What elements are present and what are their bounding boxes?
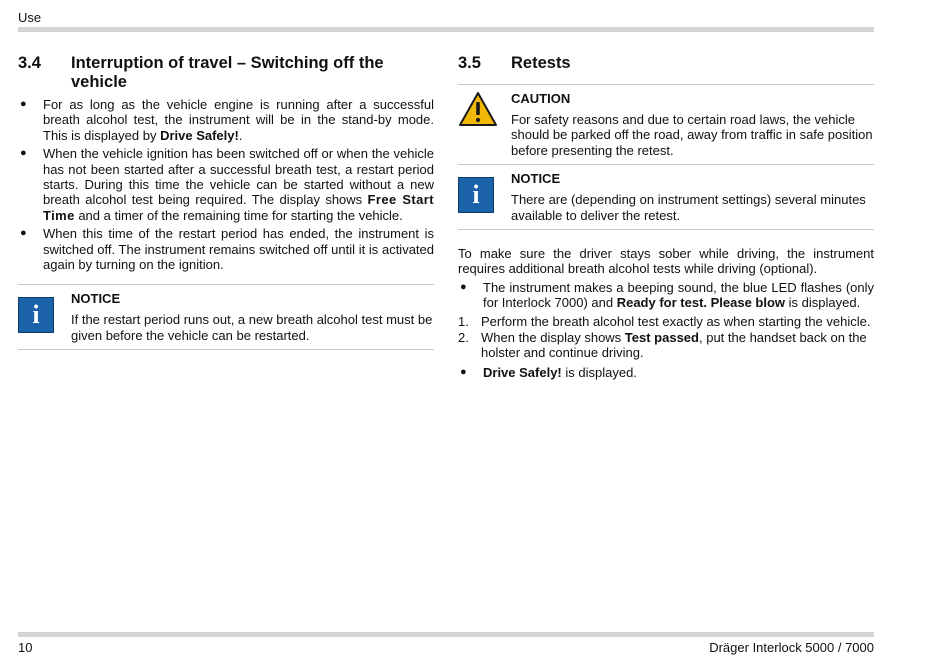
list-item: ● When this time of the restart period has ended, the instrument is switched off. The instrument remains switched off until it is activated again by turning on the ignition. (20, 226, 434, 273)
section-number: 3.5 (458, 54, 481, 72)
section-number: 3.4 (18, 54, 41, 72)
notice-box (458, 164, 874, 230)
section-heading-3-5 (458, 54, 874, 73)
notice-title: NOTICE (511, 171, 561, 187)
product-name: Dräger Interlock 5000 / 7000 (709, 640, 874, 655)
caution-box (458, 84, 874, 164)
notice-text: If the restart period runs out, a new breath alcohol test must be given before the vehicle can be restarted. (71, 312, 433, 343)
notice-box (18, 284, 434, 350)
step-number: 2. (458, 330, 469, 346)
bullet-icon: ● (20, 98, 27, 110)
section-heading-3-4 (18, 54, 434, 92)
left-column (18, 54, 434, 350)
warning-icon (458, 91, 498, 127)
section-title: Interruption of travel – Switching off the vehicle (71, 54, 384, 91)
notice-title: NOTICE (71, 291, 121, 307)
page-number: 10 (18, 640, 33, 655)
info-icon: i (458, 177, 494, 213)
list-item: ● For as long as the vehicle engine is running after a successful breath alcohol test, the instrument will be in the stand-by mode. This is displayed by Drive Safely!. (20, 97, 434, 143)
intro-paragraph: To make sure the driver stays sober while driving, the instrument requires additional breath alcohol tests while driving (optional). (458, 246, 874, 277)
list-item: ● The instrument makes a beeping sound, the blue LED flashes (only for Interlock 7000) and Ready for test. Please blow is displayed. (460, 279, 874, 311)
list-item: ● When the vehicle ignition has been switched off or when the vehicle has not been started after a successful breath test, a restart period starts. During this time the vehicle can be started without a new breath alcohol test being required. The display shows Free Start Time and a timer of the remaining time for starting the vehicle. (20, 146, 434, 223)
step-item: 1. Perform the breath alcohol test exactly as when starting the vehicle. (458, 313, 871, 329)
bullet-icon: ● (460, 280, 467, 293)
step-number: 1. (458, 313, 469, 329)
section-title: Retests (511, 54, 571, 72)
bullet-icon: ● (20, 227, 27, 240)
footer-rule (18, 632, 874, 637)
header-rule (18, 27, 874, 32)
caution-text: For safety reasons and due to certain road laws, the vehicle should be parked off the road, away from traffic in safe position before presenting the retest. (511, 112, 873, 158)
step-item: 2. When the display shows Test passed, put the handset back on the holster and continue driving. (458, 330, 867, 361)
bullet-icon: ● (460, 365, 467, 378)
caution-title: CAUTION (511, 91, 571, 106)
page-header-label: Use (18, 10, 42, 25)
info-icon: i (18, 297, 54, 333)
notice-text: There are (depending on instrument settings) several minutes available to deliver the retest. (511, 192, 866, 223)
list-item: ● Drive Safely! is displayed. (460, 364, 637, 380)
bullet-icon: ● (20, 147, 27, 160)
right-column (458, 54, 874, 380)
